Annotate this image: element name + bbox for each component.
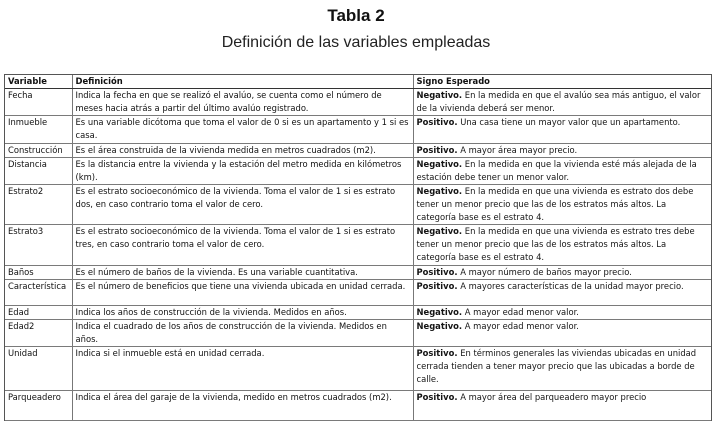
cell-variable: Edad <box>5 306 72 320</box>
cell-signo <box>413 89 711 116</box>
cell-definicion: Indica si el inmueble está en unidad cerrada. <box>72 347 413 391</box>
cell-variable: Parqueadero <box>5 391 72 421</box>
signo-rest: En la medida en que el avalúo sea más antiguo, el valor de la vivienda deberá ser menor. <box>416 90 701 114</box>
cell-variable: Edad2 <box>5 320 72 347</box>
table-row <box>5 266 711 280</box>
cell-definicion: Indica los años de construcción de la vivienda. Medidos en años. <box>72 306 413 320</box>
cell-signo <box>413 266 711 280</box>
table-row <box>5 185 711 225</box>
cell-signo <box>413 347 711 391</box>
cell-variable: Característica <box>5 280 72 306</box>
signo-lead: Negativo. <box>416 186 463 197</box>
cell-variable: Estrato3 <box>5 225 72 266</box>
signo-rest: A mayor área del parqueadero mayor precio <box>457 392 647 403</box>
cell-definicion: Indica el área del garaje de la vivienda, medido en metros cuadrados (m2). <box>72 391 413 421</box>
table-row <box>5 320 711 347</box>
cell-definicion: Es una variable dicótoma que toma el valor de 0 si es un apartamento y 1 si es casa. <box>72 116 413 144</box>
signo-lead: Positivo. <box>416 267 458 278</box>
table-subtitle: Definición de las variables empleadas <box>221 34 491 51</box>
signo-lead: Positivo. <box>416 348 458 359</box>
cell-signo <box>413 116 711 144</box>
signo-lead: Positivo. <box>416 145 458 156</box>
cell-signo <box>413 320 711 347</box>
signo-lead: Negativo. <box>416 159 463 170</box>
variables-table <box>4 74 712 421</box>
cell-variable: Estrato2 <box>5 185 72 225</box>
table-title: Tabla 2 <box>327 6 385 25</box>
table-row <box>5 225 711 266</box>
cell-signo <box>413 158 711 185</box>
signo-lead: Positivo. <box>416 117 458 128</box>
table-row <box>5 347 711 391</box>
cell-definicion: Es la distancia entre la vivienda y la estación del metro medida en kilómetros (km). <box>72 158 413 185</box>
signo-rest: En la medida en que la vivienda esté más alejada de la estación debe tener un menor valor. <box>416 159 697 183</box>
signo-rest: A mayor área mayor precio. <box>457 145 578 156</box>
signo-rest: A mayor edad menor valor. <box>462 307 579 318</box>
header-definicion: Definición <box>72 75 413 89</box>
cell-signo <box>413 144 711 158</box>
cell-definicion: Es el número de beneficios que tiene una vivienda ubicada en unidad cerrada. <box>72 280 413 306</box>
cell-signo <box>413 391 711 421</box>
signo-rest: A mayor número de baños mayor precio. <box>457 267 632 278</box>
signo-lead: Positivo. <box>416 392 458 403</box>
table-row <box>5 280 711 306</box>
cell-definicion: Es el estrato socioeconómico de la vivienda. Toma el valor de 1 si es estrato tres, en caso contrario toma el valor de cero. <box>72 225 413 266</box>
signo-lead: Negativo. <box>416 226 463 237</box>
table-header-row <box>5 75 711 89</box>
signo-lead: Negativo. <box>416 307 463 318</box>
cell-definicion: Es el estrato socioeconómico de la vivienda. Toma el valor de 1 si es estrato dos, en caso contrario toma el valor de cero. <box>72 185 413 225</box>
cell-variable: Inmueble <box>5 116 72 144</box>
signo-lead: Negativo. <box>416 321 463 332</box>
signo-lead: Negativo. <box>416 90 463 101</box>
cell-definicion: Es el número de baños de la vivienda. Es una variable cuantitativa. <box>72 266 413 280</box>
cell-definicion: Indica el cuadrado de los años de construcción de la vivienda. Medidos en años. <box>72 320 413 347</box>
cell-variable: Fecha <box>5 89 72 116</box>
table-row <box>5 391 711 421</box>
cell-definicion: Es el área construida de la vivienda medida en metros cuadrados (m2). <box>72 144 413 158</box>
cell-variable: Construcción <box>5 144 72 158</box>
cell-signo <box>413 185 711 225</box>
cell-signo <box>413 225 711 266</box>
table-row <box>5 144 711 158</box>
signo-rest: A mayor edad menor valor. <box>462 321 579 332</box>
cell-signo <box>413 280 711 306</box>
cell-signo <box>413 306 711 320</box>
header-signo-esperado: Signo Esperado <box>413 75 711 89</box>
signo-rest: Una casa tiene un mayor valor que un apartamento. <box>457 117 681 128</box>
signo-rest: En la medida en que una vivienda es estrato tres debe tener un menor precio que las de los estratos más altos. La categoría base es el estrato 4. <box>416 226 695 263</box>
table-row <box>5 89 711 116</box>
table-row <box>5 306 711 320</box>
table-row <box>5 116 711 144</box>
signo-rest: En términos generales las viviendas ubicadas en unidad cerrada tienden a tener mayor precio que las ubicadas a borde de calle. <box>416 348 697 385</box>
cell-variable: Unidad <box>5 347 72 391</box>
cell-variable: Baños <box>5 266 72 280</box>
signo-rest: A mayores características de la unidad mayor precio. <box>457 281 684 292</box>
signo-lead: Positivo. <box>416 281 458 292</box>
cell-variable: Distancia <box>5 158 72 185</box>
table-row <box>5 158 711 185</box>
header-variable: Variable <box>5 75 72 89</box>
cell-definicion: Indica la fecha en que se realizó el avalúo, se cuenta como el número de meses hacia atrás a partir del último avalúo registrado. <box>72 89 413 116</box>
signo-rest: En la medida en que una vivienda es estrato dos debe tener un menor precio que las de los estratos más altos. La categoría base es el estrato 4. <box>416 186 694 223</box>
